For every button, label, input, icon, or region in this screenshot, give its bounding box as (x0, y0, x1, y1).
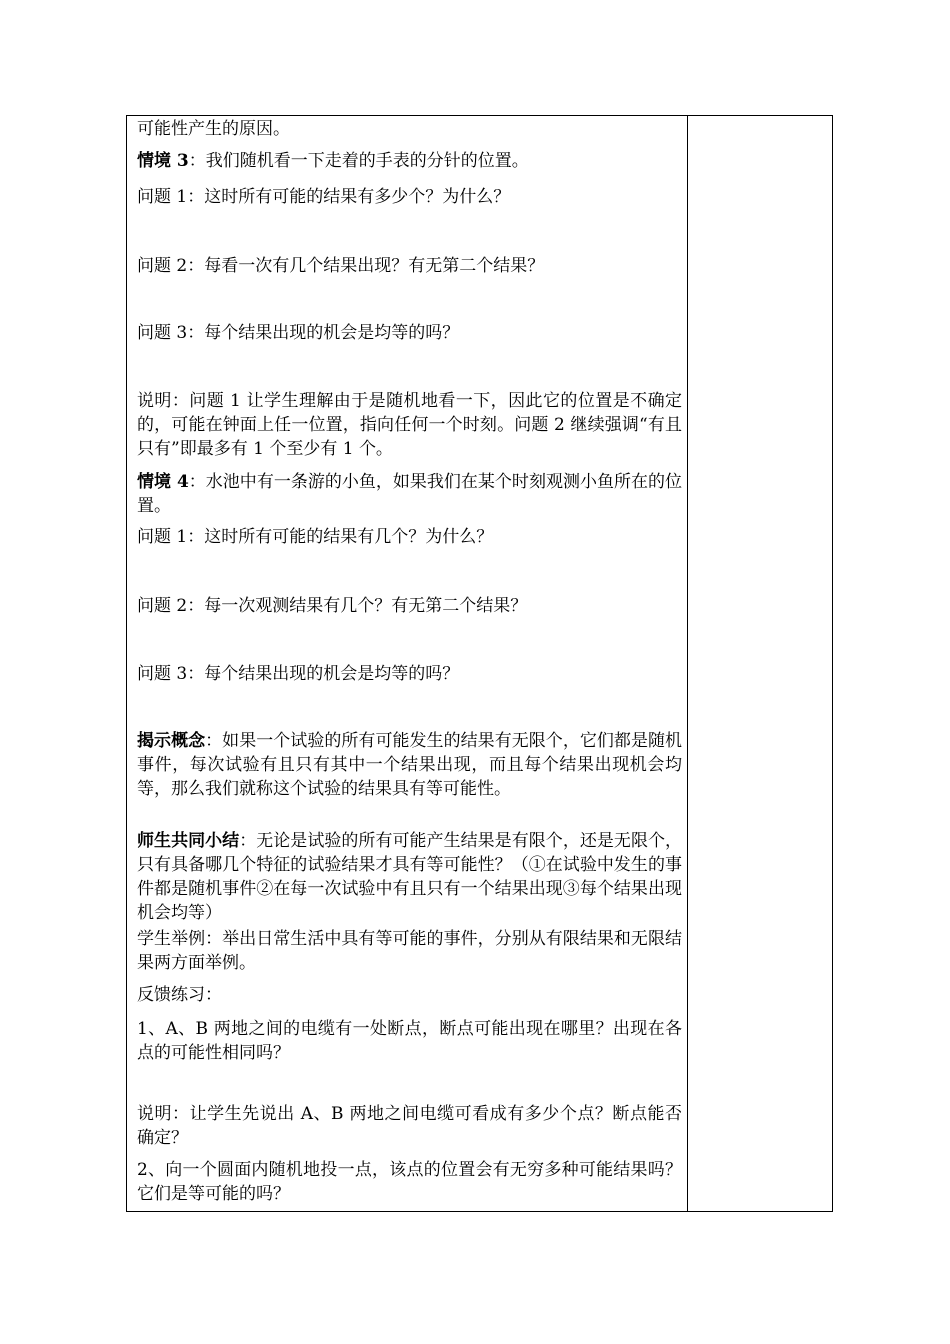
scenario-3-note: 说明：问题 1 让学生理解由于是随机地看一下，因此它的位置是不确定的，可能在钟面上任一位置，指向任何一个时刻。问题 2 继续强调“有且只有”即最多有 1 个至少有 1 个。 (137, 391, 682, 459)
feedback-heading: 反馈练习： (137, 985, 222, 1005)
scenario-4-label: 情境 4 (137, 472, 189, 492)
scenario-4 (137, 470, 682, 518)
scenario-4-question-1: 问题 1：这时所有可能的结果有几个？为什么？ (137, 527, 494, 547)
concept-text: ：如果一个试验的所有可能发生的结果有无限个，它们都是随机事件，每次试验有且只有其中一个结果出现，而且每个结果出现机会均等，那么我们就称这个试验的结果具有等可能性。 (137, 731, 683, 799)
scenario-4-question-3: 问题 3：每个结果出现的机会是均等的吗？ (137, 664, 460, 684)
scenario-4-text: ：水池中有一条游的小鱼，如果我们在某个时刻观测小鱼所在的位置。 (137, 472, 683, 516)
exercise-2: 2、向一个圆面内随机地投一点，该点的位置会有无穷多种可能结果吗？它们是等可能的吗？ (137, 1160, 682, 1204)
scenario-3-question-1: 问题 1：这时所有可能的结果有多少个？为什么？ (137, 187, 511, 207)
concept-paragraph (137, 729, 682, 801)
scenario-3-text: ：我们随机看一下走着的手表的分针的位置。 (188, 151, 529, 171)
paragraph-intro: 可能性产生的原因。 (137, 119, 290, 139)
column-divider (687, 116, 688, 1211)
exercise-1: 1、A、B 两地之间的电缆有一处断点，断点可能出现在哪里？出现在各点的可能性相同吗？ (137, 1019, 682, 1063)
exercise-1-note: 说明：让学生先说出 A、B 两地之间电缆可看成有多少个点？断点能否确定？ (137, 1104, 682, 1148)
scenario-3-question-2: 问题 2：每看一次有几个结果出现？有无第二个结果？ (137, 256, 545, 276)
scenario-3-question-3: 问题 3：每个结果出现的机会是均等的吗？ (137, 323, 460, 343)
scenario-4-question-2: 问题 2：每一次观测结果有几个？有无第二个结果？ (137, 596, 528, 616)
scenario-3 (137, 149, 682, 173)
lesson-table (126, 115, 833, 1212)
student-examples: 学生举例：举出日常生活中具有等可能的事件，分别从有限结果和无限结果两方面举例。 (137, 929, 682, 973)
scenario-3-label: 情境 3 (137, 151, 189, 171)
concept-label: 揭示概念 (137, 731, 206, 751)
summary-text: ：无论是试验的所有可能产生结果是有限个，还是无限个，只有具备哪几个特征的试验结果才具有等可能性？（①在试验中发生的事件都是随机事件②在每一次试验中有且只有一个结果出现③每个结果出现机会均等） (137, 831, 683, 923)
summary-paragraph (137, 829, 682, 925)
summary-label: 师生共同小结 (137, 831, 240, 851)
